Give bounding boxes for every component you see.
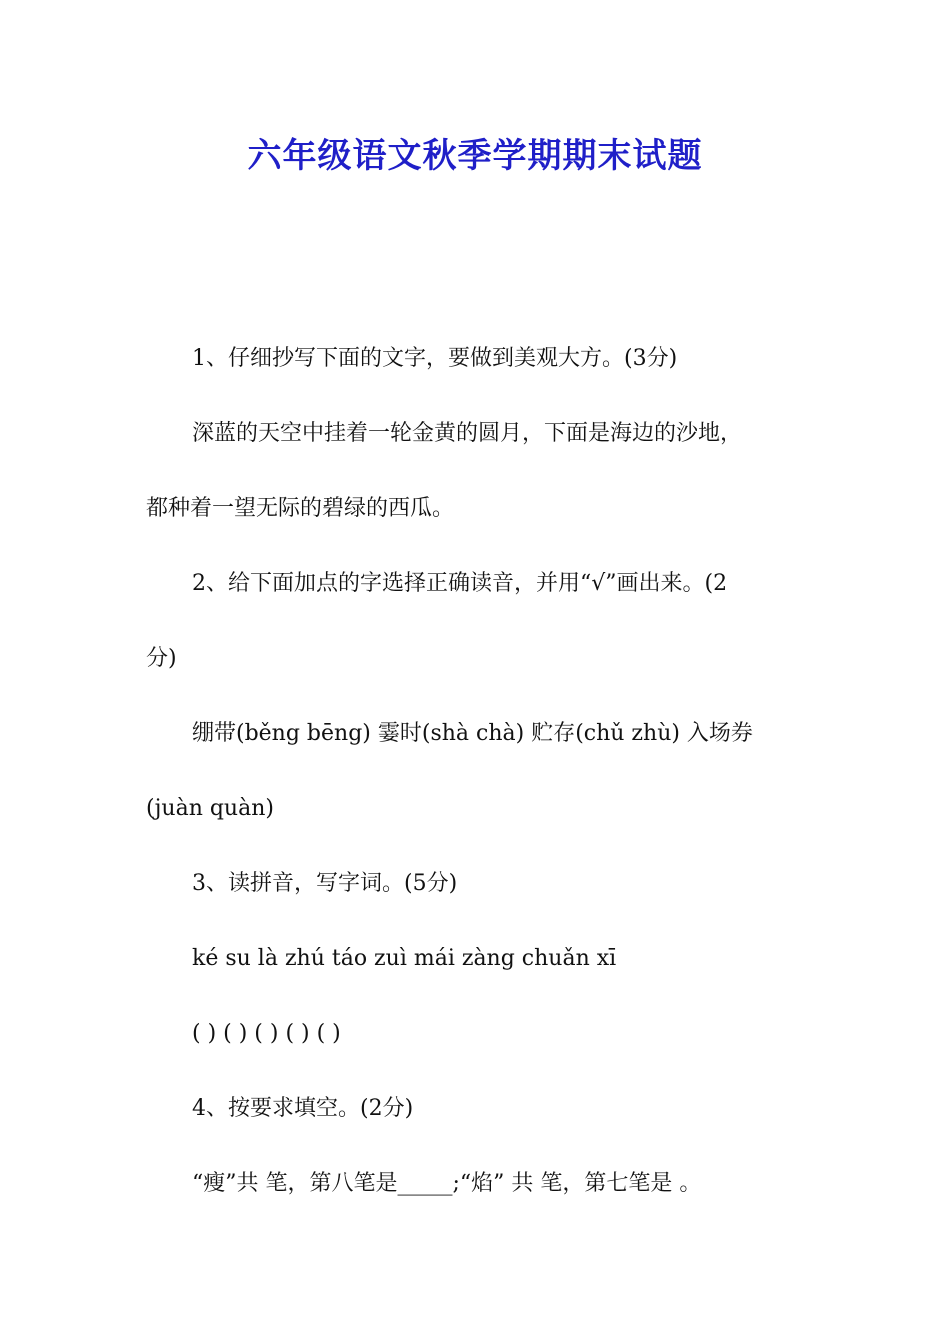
question-3-pinyin: ké su là zhú táo zuì mái zàng chuǎn xī — [192, 946, 617, 971]
question-2-options-line-1: 绷带(běng bēng) 霎时(shà chà) 贮存(chǔ zhù) 入场券 — [192, 721, 753, 746]
question-1-text-line-1: 深蓝的天空中挂着一轮金黄的圆月，下面是海边的沙地， — [192, 421, 743, 446]
document-title: 六年级语文秋季学期期末试题 — [247, 136, 703, 176]
question-1-prompt: 1、仔细抄写下面的文字，要做到美观大方。(3分) — [192, 346, 678, 371]
question-4-prompt: 4、按要求填空。(2分) — [192, 1096, 414, 1121]
question-3-answer-blanks: ( ) ( ) ( ) ( ) ( ) — [192, 1021, 341, 1046]
question-2-prompt-line-2: 分) — [146, 646, 177, 671]
question-2-prompt-line-1: 2、给下面加点的字选择正确读音，并用“√”画出来。(2 — [192, 571, 728, 596]
question-1-text-line-2: 都种着一望无际的碧绿的西瓜。 — [146, 496, 455, 521]
question-3-prompt: 3、读拼音，写字词。(5分) — [192, 871, 458, 896]
question-4-fill-in: “瘦”共 笔，第八笔是_____;“焰” 共 笔，第七笔是 。 — [192, 1171, 702, 1196]
question-2-options-line-2: (juàn quàn) — [146, 796, 274, 821]
